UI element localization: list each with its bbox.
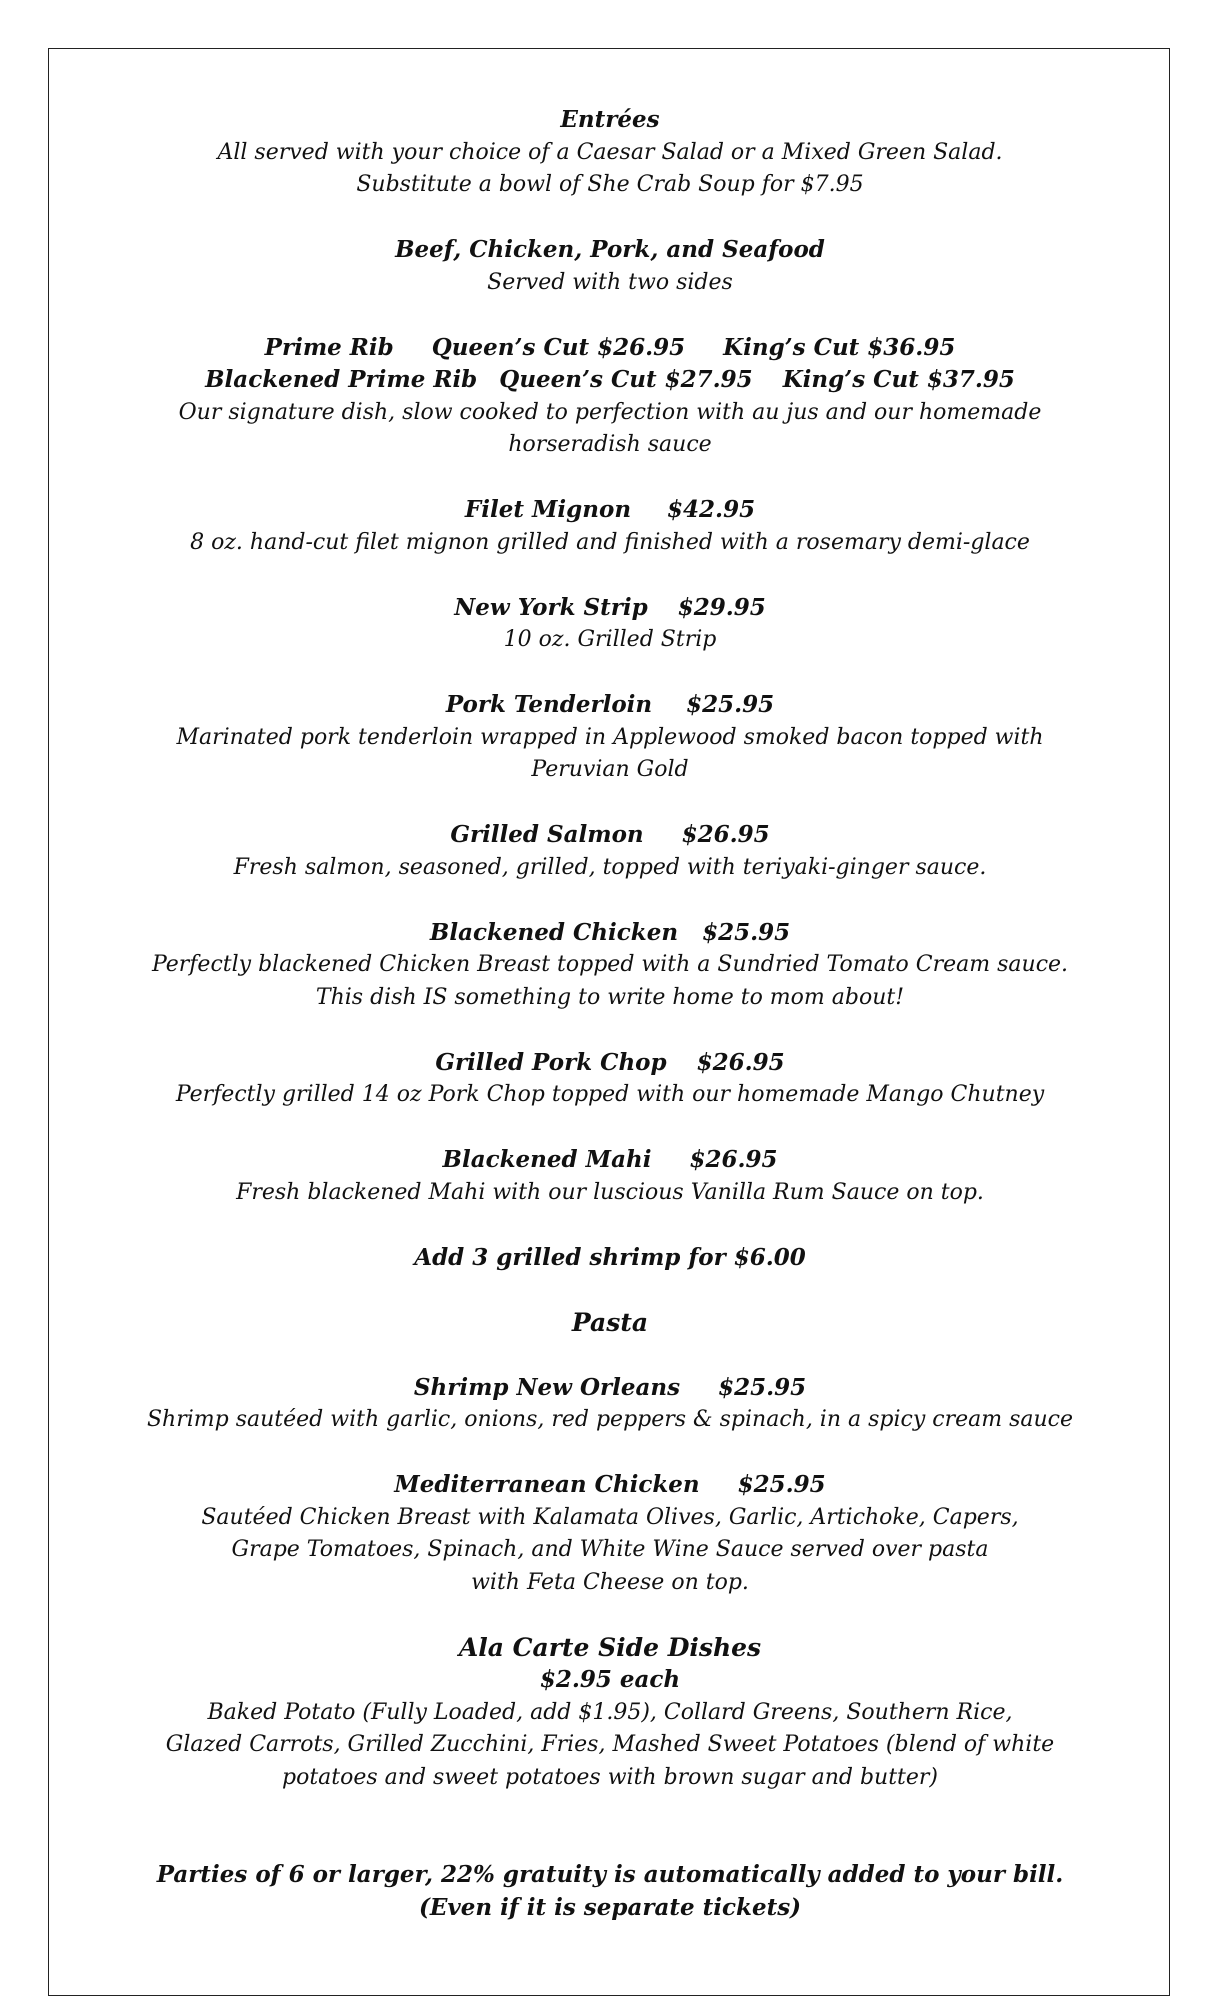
gratuity-note: Parties of 6 or larger, 22% gratuity is automatically added to your bill. (156, 1861, 1064, 1888)
ny-strip-line (60, 592, 1160, 625)
entrees-note-1: All served with your choice of a Caesar Salad or a Mixed Green Salad. (217, 139, 1003, 165)
mahi-line (60, 1144, 1160, 1177)
beef-section-subtitle: Served with two sides (487, 269, 733, 295)
shrimp-new-orleans-line (60, 1372, 1160, 1405)
blackened-chicken-price: $25.95 (702, 918, 791, 946)
menu-page (60, 104, 1160, 1924)
pork-chop-name: Grilled Pork Chop (435, 1048, 667, 1076)
blackened-chicken-desc-2: This dish IS something to write home to mom about! (315, 984, 905, 1010)
blackened-prime-rib-queen: Queen’s Cut $27.95 (499, 366, 753, 393)
filet-desc: 8 oz. hand-cut filet mignon grilled and finished with a rosemary demi-glace (190, 529, 1030, 555)
sides-line-1: Baked Potato (Fully Loaded, add $1.95), Collard Greens, Southern Rice, (207, 1699, 1013, 1725)
pork-chop-price: $26.95 (696, 1048, 785, 1076)
sides-line-3: potatoes and sweet potatoes with brown sugar and butter) (282, 1764, 938, 1790)
beef-section-title: Beef, Chicken, Pork, and Seafood (395, 236, 825, 263)
ny-strip-desc: 10 oz. Grilled Strip (503, 627, 717, 652)
mediterranean-chicken-price: $25.95 (737, 1471, 826, 1498)
filet-name: Filet Mignon (464, 496, 632, 523)
entrees-note-2: Substitute a bowl of She Crab Soup for $7.95 (356, 172, 864, 197)
pasta-title: Pasta (571, 1307, 649, 1337)
salmon-line (60, 819, 1160, 852)
mediterranean-chicken-desc-1: Sautéed Chicken Breast with Kalamata Olives, Garlic, Artichoke, Capers, (201, 1504, 1019, 1530)
prime-rib-queen: Queen’s Cut $26.95 (431, 333, 686, 361)
blackened-prime-rib-king: King’s Cut $37.95 (782, 366, 1015, 393)
sides-price: $2.95 each (539, 1666, 681, 1693)
mahi-price: $26.95 (689, 1146, 778, 1173)
sides-title: Ala Carte Side Dishes (458, 1632, 762, 1662)
pork-tenderloin-price: $25.95 (686, 691, 775, 718)
blackened-chicken-desc-1: Perfectly blackened Chicken Breast topped with a Sundried Tomato Cream sauce. (151, 952, 1069, 977)
entrees-title: Entrées (560, 106, 660, 133)
pork-tenderloin-name: Pork Tenderloin (445, 691, 653, 718)
filet-price: $42.95 (667, 496, 756, 523)
mahi-name: Blackened Mahi (442, 1146, 652, 1173)
shrimp-new-orleans-price: $25.95 (718, 1373, 807, 1401)
salmon-desc: Fresh salmon, seasoned, grilled, topped with teriyaki-ginger sauce. (233, 854, 987, 880)
filet-line (60, 494, 1160, 527)
salmon-name: Grilled Salmon (450, 821, 644, 848)
ny-strip-price: $29.95 (677, 593, 766, 621)
shrimp-new-orleans-name: Shrimp New Orleans (413, 1373, 681, 1401)
separate-tickets-note: (Even if it is separate tickets) (418, 1893, 802, 1921)
pork-tenderloin-line (60, 689, 1160, 722)
ny-strip-name: New York Strip (454, 593, 648, 621)
blackened-prime-rib-line (60, 364, 1160, 397)
prime-rib-desc-1: Our signature dish, slow cooked to perfection with au jus and our homemade (178, 399, 1042, 425)
prime-rib-name: Prime Rib (264, 333, 394, 361)
mediterranean-chicken-desc-2: Grape Tomatoes, Spinach, and White Wine Sauce served over pasta (231, 1537, 989, 1562)
mahi-desc: Fresh blackened Mahi with our luscious Vanilla Rum Sauce on top. (236, 1179, 984, 1205)
mediterranean-chicken-line (60, 1469, 1160, 1502)
mediterranean-chicken-desc-3: with Feta Cheese on top. (471, 1569, 749, 1595)
blackened-prime-rib-name: Blackened Prime Rib (205, 366, 478, 393)
salmon-price: $26.95 (681, 821, 770, 848)
prime-rib-desc-2: horseradish sauce (508, 432, 712, 457)
shrimp-new-orleans-desc: Shrimp sautéed with garlic, onions, red peppers & spinach, in a spicy cream sauce (146, 1407, 1074, 1432)
pork-tenderloin-desc-1: Marinated pork tenderloin wrapped in Applewood smoked bacon topped with (176, 724, 1044, 750)
blackened-chicken-name: Blackened Chicken (429, 918, 679, 946)
sides-line-2: Glazed Carrots, Grilled Zucchini, Fries, Mashed Sweet Potatoes (blend of white (165, 1732, 1055, 1757)
add-shrimp-note: Add 3 grilled shrimp for $6.00 (414, 1243, 806, 1271)
prime-rib-line (60, 332, 1160, 365)
pork-tenderloin-desc-2: Peruvian Gold (531, 757, 689, 782)
pork-chop-desc: Perfectly grilled 14 oz Pork Chop topped with our homemade Mango Chutney (175, 1082, 1045, 1107)
blackened-chicken-line (60, 917, 1160, 950)
pork-chop-line (60, 1047, 1160, 1080)
mediterranean-chicken-name: Mediterranean Chicken (394, 1471, 700, 1498)
prime-rib-king: King’s Cut $36.95 (723, 333, 956, 361)
